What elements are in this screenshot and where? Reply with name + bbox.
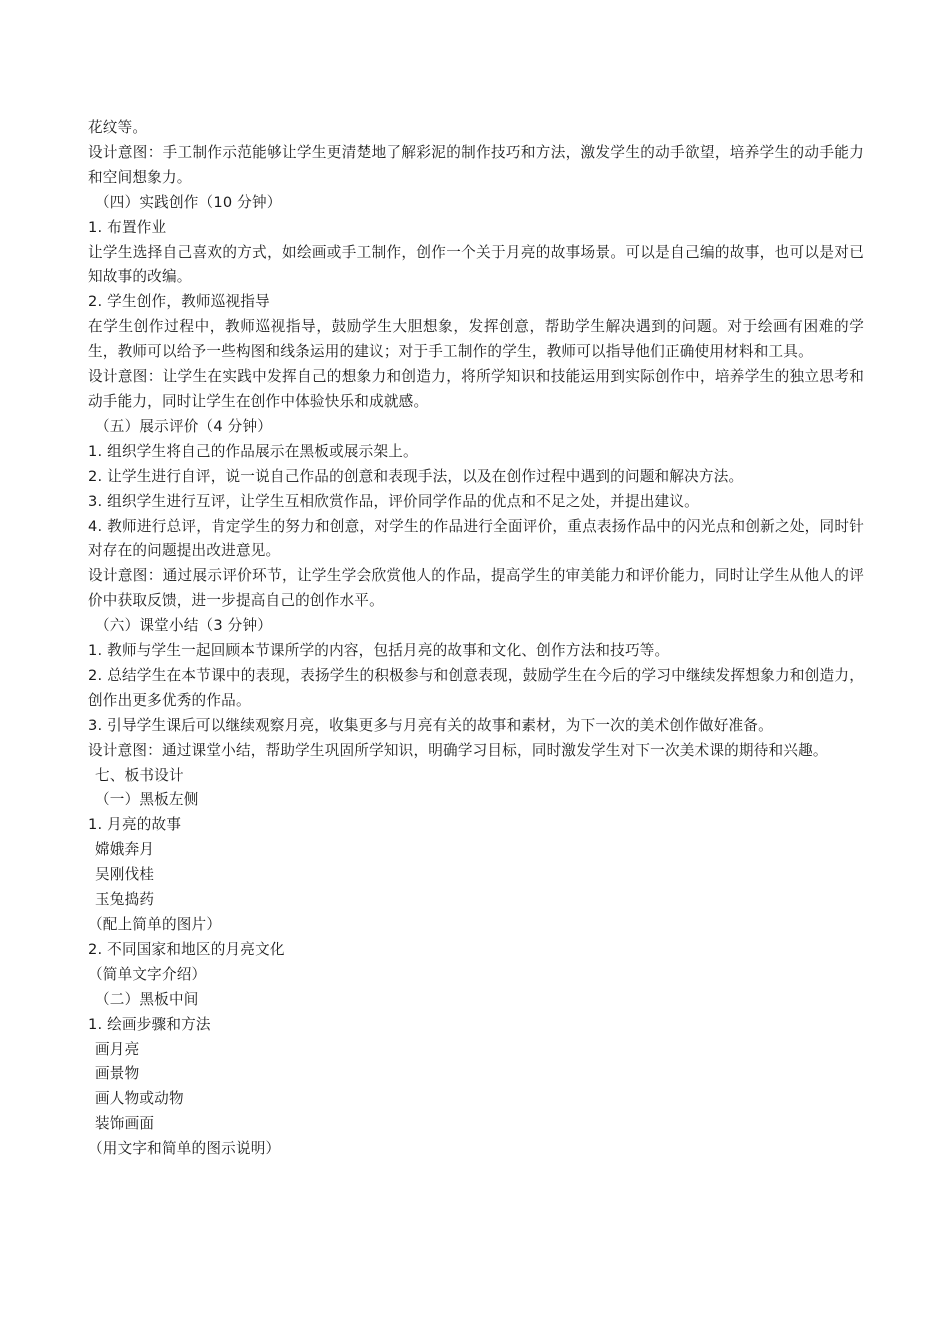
- board-item: 画景物: [95, 1065, 140, 1083]
- text-line: 花纹等。: [88, 119, 148, 136]
- design-intent-paragraph: 设计意图：手工制作示范能够让学生更清楚地了解彩泥的制作技巧和方法，激发学生的动手欲望，培养学生的动手能力和空间想象力。: [88, 143, 864, 186]
- list-item: 1. 教师与学生一起回顾本节课所学的内容，包括月亮的故事和文化、创作方法和技巧等。: [88, 642, 670, 660]
- document-page: [88, 116, 864, 1162]
- board-item: 玉兔捣药: [95, 891, 155, 909]
- board-item: 装饰画面: [95, 1115, 155, 1133]
- section-heading: （六）课堂小结（3 分钟）: [95, 617, 273, 635]
- list-item: 1. 组织学生将自己的作品展示在黑板或展示架上。: [88, 442, 418, 460]
- board-item: 吴刚伐桂: [95, 866, 155, 884]
- list-item: 2. 让学生进行自评，说一说自己作品的创意和表现手法，以及在创作过程中遇到的问题和解决方法。: [88, 467, 744, 485]
- section-heading: （四）实践创作（10 分钟）: [95, 193, 282, 211]
- list-item: 1. 月亮的故事: [88, 816, 182, 834]
- section-heading: （二）黑板中间: [95, 990, 199, 1008]
- paragraph: 让学生选择自己喜欢的方式，如绘画或手工制作，创作一个关于月亮的故事场景。可以是自己编的故事，也可以是对已知故事的改编。: [88, 243, 864, 286]
- design-intent-paragraph: 设计意图：让学生在实践中发挥自己的想象力和创造力，将所学知识和技能运用到实际创作中，培养学生的独立思考和动手能力，同时让学生在创作中体验快乐和成就感。: [88, 368, 864, 410]
- paragraph: 在学生创作过程中，教师巡视指导，鼓励学生大胆想象，发挥创意，帮助学生解决遇到的问题。对于绘画有困难的学生，教师可以给予一些构图和线条运用的建议；对于手工制作的学生，教师可以指导他们正确使用材料和工具。: [88, 318, 864, 361]
- board-item: 画人物或动物: [95, 1090, 184, 1108]
- list-item: 2. 总结学生在本节课中的表现，表扬学生的积极参与和创意表现，鼓励学生在今后的学习中继续发挥想象力和创造力，创作出更多优秀的作品。: [88, 666, 864, 709]
- board-item: 嫦娥奔月: [95, 841, 155, 859]
- section-heading: （一）黑板左侧: [95, 791, 199, 809]
- board-note: （简单文字介绍）: [88, 965, 207, 983]
- board-item: 画月亮: [95, 1040, 140, 1058]
- board-note: （配上简单的图片）: [88, 916, 222, 933]
- list-item: 2. 学生创作，教师巡视指导: [88, 293, 270, 311]
- list-item: 4. 教师进行总评，肯定学生的努力和创意，对学生的作品进行全面评价，重点表扬作品中的闪光点和创新之处，同时针对存在的问题提出改进意见。: [88, 517, 864, 560]
- list-item: 3. 引导学生课后可以继续观察月亮，收集更多与月亮有关的故事和素材，为下一次的美术创作做好准备。: [88, 716, 773, 734]
- list-item: 2. 不同国家和地区的月亮文化: [88, 940, 285, 958]
- list-item: 3. 组织学生进行互评，让学生互相欣赏作品，评价同学作品的优点和不足之处，并提出建议。: [88, 492, 699, 510]
- design-intent-paragraph: 设计意图：通过课堂小结，帮助学生巩固所学知识，明确学习目标，同时激发学生对下一次美术课的期待和兴趣。: [88, 741, 828, 759]
- list-item: 1. 绘画步骤和方法: [88, 1015, 211, 1033]
- section-heading: （五）展示评价（4 分钟）: [95, 417, 273, 435]
- design-intent-paragraph: 设计意图：通过展示评价环节，让学生学会欣赏他人的作品，提高学生的审美能力和评价能力，同时让学生从他人的评价中获取反馈，进一步提高自己的创作水平。: [88, 567, 864, 610]
- list-item: 1. 布置作业: [88, 218, 167, 236]
- chapter-heading: 七、板书设计: [95, 766, 184, 784]
- board-note: （用文字和简单的图示说明）: [88, 1140, 281, 1158]
